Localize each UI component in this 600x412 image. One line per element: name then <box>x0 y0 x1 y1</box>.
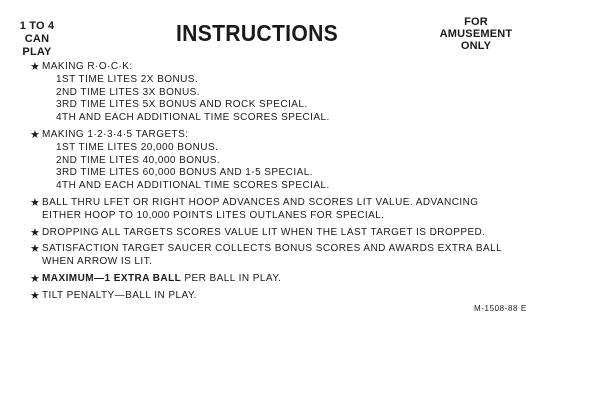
part-number: M-1508-88 E <box>474 304 527 313</box>
rule-hoop-line: EITHER HOOP TO 10,000 POINTS LITES OUTLANES FOR SPECIAL. <box>42 209 385 221</box>
amusement-line-3: ONLY <box>460 40 492 52</box>
rule-targets-line: 4TH AND EACH ADDITIONAL TIME SCORES SPECIAL. <box>56 180 330 192</box>
rule-dropping <box>30 227 550 240</box>
rule-saucer-line: SATISFACTION TARGET SAUCER COLLECTS BONUS SCORES AND AWARDS EXTRA BALL <box>42 243 503 255</box>
rule-tilt-line: TILT PENALTY—BALL IN PLAY. <box>42 289 197 301</box>
rule-maximum <box>30 273 550 286</box>
players-line-1: 1 TO 4 <box>19 20 55 32</box>
rule-maximum-rest: PER BALL IN PLAY. <box>181 272 282 284</box>
rules-list <box>30 61 550 303</box>
rule-targets-line: 3RD TIME LITES 60,000 BONUS AND 1-5 SPECIAL. <box>56 167 313 179</box>
rule-hoop-line: BALL THRU LFET OR RIGHT HOOP ADVANCES AND SCORES LIT VALUE. ADVANCING <box>42 196 479 208</box>
rule-maximum-bold: MAXIMUM—1 EXTRA BALL <box>42 272 182 284</box>
rule-dropping-line: DROPPING ALL TARGETS SCORES VALUE LIT WHEN THE LAST TARGET IS DROPPED. <box>42 226 486 238</box>
amusement-label <box>430 16 522 52</box>
rule-saucer <box>30 243 550 269</box>
star-icon: ★ <box>30 226 41 239</box>
rule-rock-line: 3RD TIME LITES 5X BONUS AND ROCK SPECIAL. <box>56 99 308 111</box>
amusement-line-2: AMUSEMENT <box>439 28 513 40</box>
rule-targets-heading: MAKING 1·2·3·4·5 TARGETS: <box>42 128 189 140</box>
star-icon: ★ <box>30 289 41 302</box>
star-icon: ★ <box>30 61 41 73</box>
rule-targets-line: 2ND TIME LITES 40,000 BONUS. <box>56 154 221 166</box>
star-icon: ★ <box>30 243 41 256</box>
page-title: INSTRUCTIONS <box>176 20 339 46</box>
rule-rock-heading: MAKING R·O·C·K: <box>42 61 133 72</box>
rule-rock-line: 1ST TIME LITES 2X BONUS. <box>56 73 199 85</box>
rule-rock-line: 2ND TIME LITES 3X BONUS. <box>56 86 200 98</box>
star-icon: ★ <box>30 272 41 285</box>
players-label <box>14 20 60 59</box>
rule-targets-line: 1ST TIME LITES 20,000 BONUS. <box>56 141 219 153</box>
rule-maximum-line <box>42 273 550 286</box>
amusement-line-1: FOR <box>464 16 488 28</box>
star-icon: ★ <box>30 196 41 209</box>
rule-rock <box>30 61 550 125</box>
rule-tilt <box>30 290 550 303</box>
rule-rock-line: 4TH AND EACH ADDITIONAL TIME SCORES SPECIAL. <box>56 112 330 124</box>
star-icon: ★ <box>30 128 41 141</box>
rule-hoop <box>30 197 550 223</box>
rule-saucer-line: WHEN ARROW IS LIT. <box>42 256 153 268</box>
rule-targets <box>30 129 550 193</box>
players-line-2: CAN PLAY <box>22 33 52 58</box>
